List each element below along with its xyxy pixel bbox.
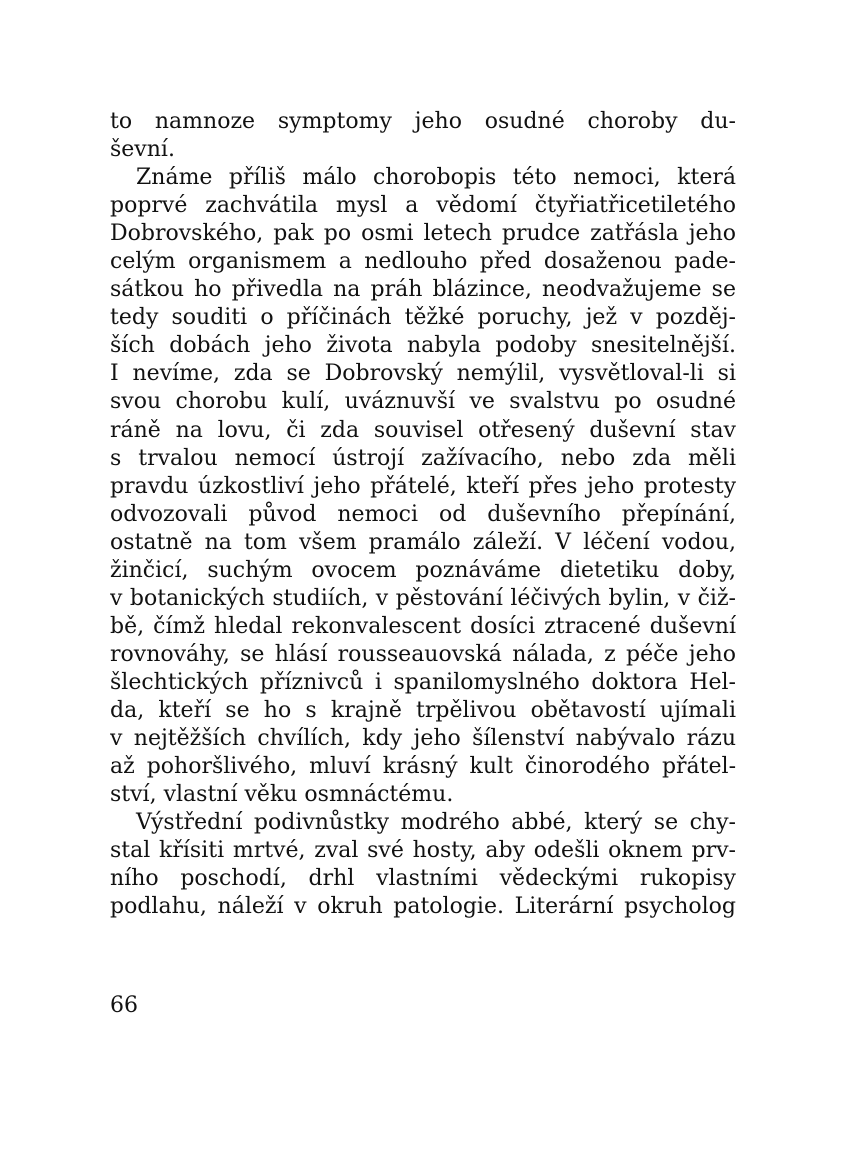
page-number: 66 bbox=[110, 993, 138, 1018]
text-line: bě, čímž hledal rekonvalescent dosíci ztracené duševní bbox=[110, 613, 736, 639]
text-line: šlechtických příznivců i spanilomyslného doktora Hel- bbox=[110, 669, 736, 695]
text-line: v botanických studiích, v pěstování léčivých bylin, v čiž- bbox=[110, 585, 736, 611]
text-line: sátkou ho přivedla na práh blázince, neodvažujeme se bbox=[110, 277, 736, 303]
text-line: ostatně na tom všem pramálo záleží. V léčení vodou, bbox=[110, 529, 736, 555]
text-line: I nevíme, zda se Dobrovský nemýlil, vysvětloval-li si bbox=[110, 361, 736, 387]
text-line: s trvalou nemocí ústrojí zažívacího, nebo zda měli bbox=[110, 445, 736, 471]
text-line: až pohoršlivého, mluví krásný kult činorodého přátel- bbox=[110, 754, 736, 780]
text-line: podlahu, náleží v okruh patologie. Literární psycholog bbox=[110, 894, 736, 920]
text-line: stal křísiti mrtvé, zval své hosty, aby odešli oknem prv- bbox=[110, 838, 736, 864]
text-line: svou chorobu kulí, uváznuvší ve svalstvu po osudné bbox=[110, 389, 736, 415]
text-line: Výstřední podivnůstky modrého abbé, který se chy- bbox=[136, 810, 736, 836]
text-line: Známe příliš málo chorobopis této nemoci, která bbox=[136, 165, 736, 191]
text-line: da, kteří se ho s krajně trpělivou obětavostí ujímali bbox=[110, 697, 736, 723]
body-text bbox=[110, 108, 736, 921]
text-line: odvozovali původ nemoci od duševního přepínání, bbox=[110, 501, 736, 527]
text-line: celým organismem a nedlouho před dosaženou pade- bbox=[110, 249, 736, 275]
text-line: ního poschodí, drhl vlastními vědeckými rukopisy bbox=[110, 866, 736, 892]
text-line: tedy souditi o příčinách těžké poruchy, jež v pozděj- bbox=[110, 305, 736, 331]
text-line: žinčicí, suchým ovocem poznáváme dietetiku doby, bbox=[110, 557, 736, 583]
text-line: ševní. bbox=[110, 137, 175, 163]
text-line: pravdu úzkostliví jeho přátelé, kteří přes jeho protesty bbox=[110, 473, 736, 499]
text-line: to namnoze symptomy jeho osudné choroby du- bbox=[110, 109, 736, 134]
text-line: Dobrovského, pak po osmi letech prudce zatřásla jeho bbox=[110, 221, 736, 247]
text-line: ráně na lovu, či zda souvisel otřesený duševní stav bbox=[110, 417, 736, 443]
text-line: ství, vlastní věku osmnáctému. bbox=[110, 782, 454, 808]
text-line: rovnováhy, se hlásí rousseauovská nálada, z péče jeho bbox=[110, 641, 736, 667]
text-line: ších dobách jeho života nabyla podoby snesitelnější. bbox=[110, 333, 736, 359]
text-line: poprvé zachvátila mysl a vědomí čtyřiatřicetiletého bbox=[110, 193, 736, 219]
text-line: v nejtěžších chvílích, kdy jeho šílenství nabývalo rázu bbox=[110, 726, 736, 752]
